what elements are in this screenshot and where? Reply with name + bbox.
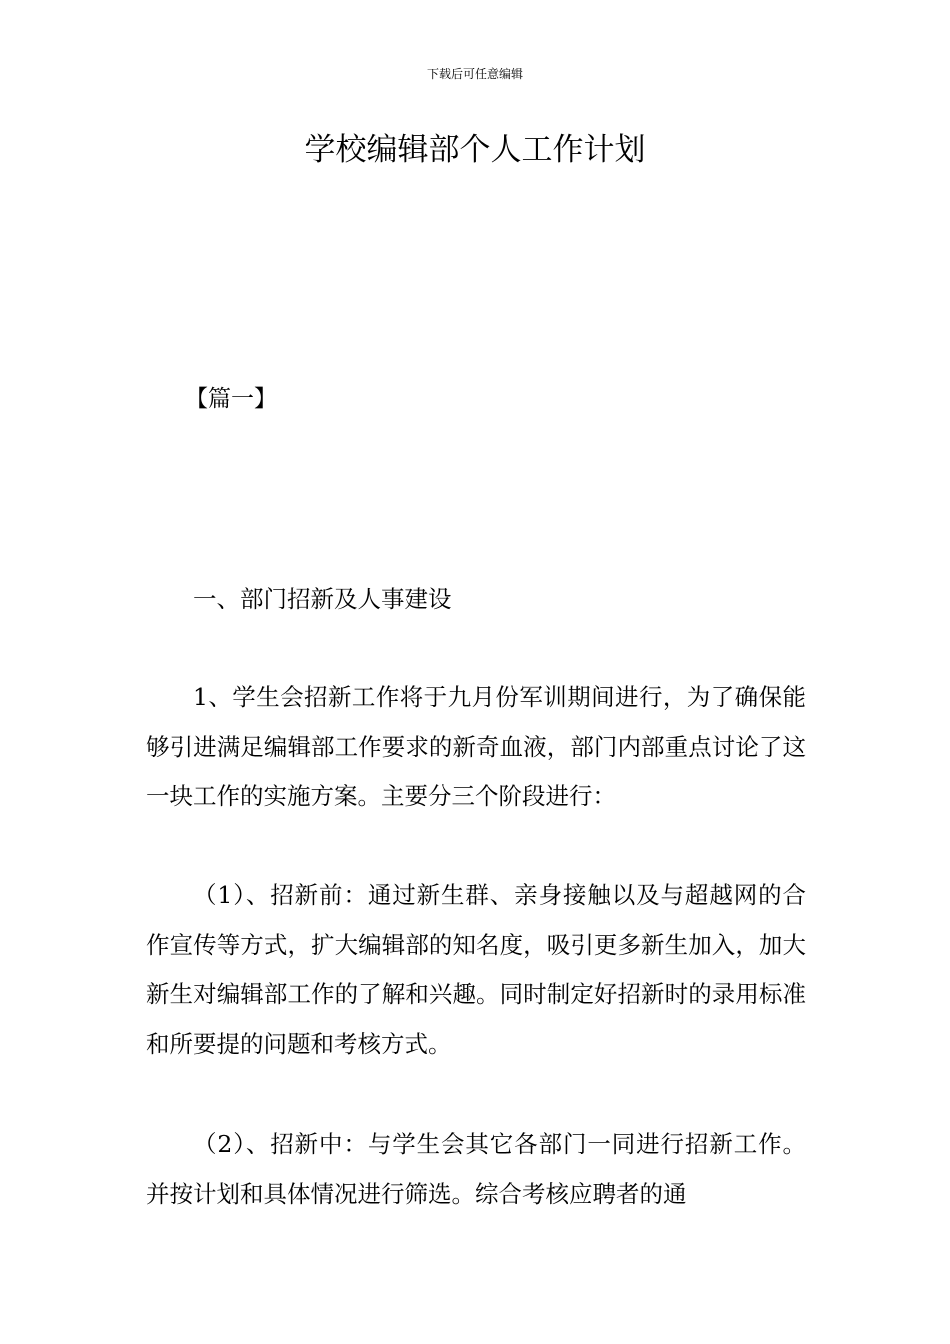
section-tag: 【篇一】 bbox=[185, 386, 277, 412]
paragraph-2 bbox=[146, 871, 806, 1069]
paragraph-text: 1、学生会招新工作将于九月份军训期间进行，为了确保能够引进满足编辑部工作要求的新奇血液，部门内部重点讨论了这一块工作的实施方案。主要分三个阶段进行： bbox=[146, 683, 806, 810]
paragraph-text: （2）、招新中：与学生会其它各部门一同进行招新工作。并按计划和具体情况进行筛选。综合考核应聘者的通 bbox=[146, 1130, 806, 1208]
paragraph-3 bbox=[146, 1120, 806, 1219]
document-title: 学校编辑部个人工作计划 bbox=[304, 132, 646, 168]
paragraph-1 bbox=[146, 673, 806, 822]
paragraph-text: （1）、招新前：通过新生群、亲身接触以及与超越网的合作宣传等方式，扩大编辑部的知名度，吸引更多新生加入，加大新生对编辑部工作的了解和兴趣。同时制定好招新时的录用标准和所要提的问题和考核方式。 bbox=[146, 881, 806, 1058]
section-heading bbox=[146, 575, 806, 625]
heading-text: 一、部门招新及人事建设 bbox=[193, 585, 452, 613]
page-header-note: 下载后可任意编辑 bbox=[426, 67, 523, 81]
